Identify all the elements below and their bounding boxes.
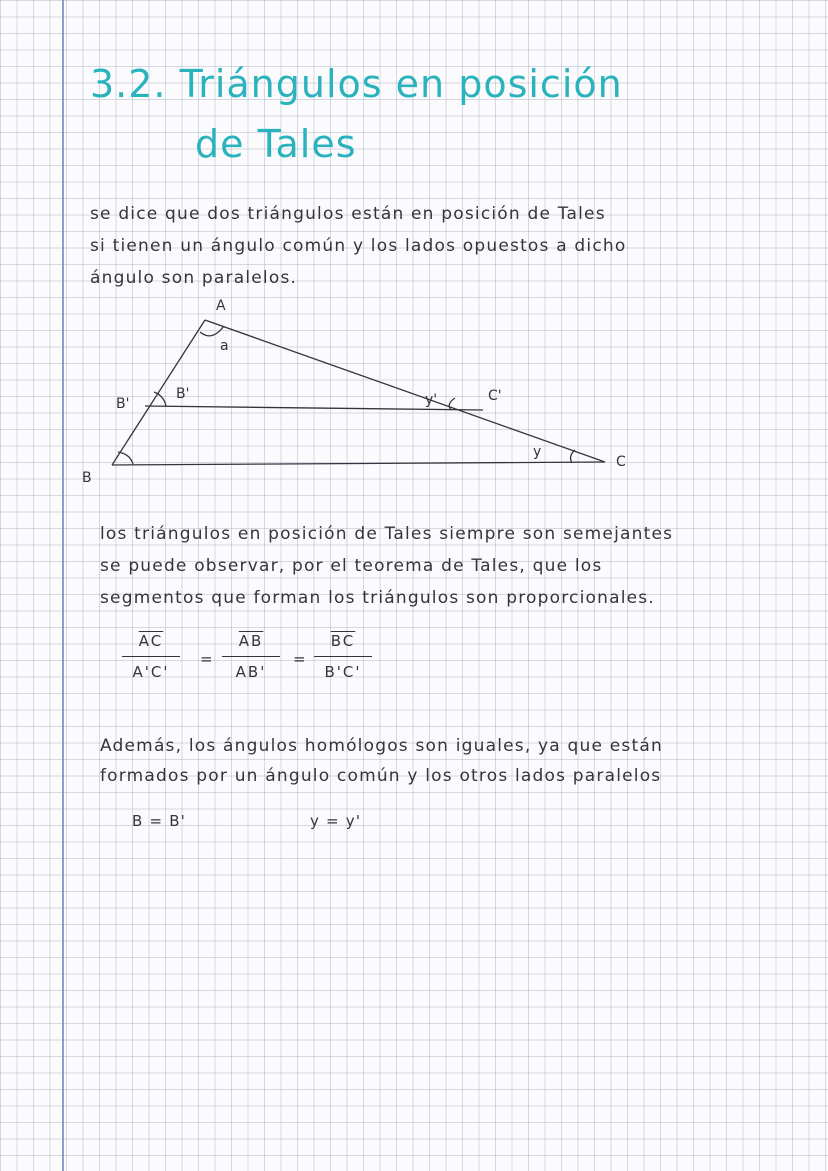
angle-arc-a xyxy=(200,326,224,336)
fraction-bar xyxy=(222,656,280,657)
page-title: 3.2. Triángulos en posición xyxy=(90,62,623,106)
fraction-bar xyxy=(314,656,372,657)
angle-arc-b xyxy=(118,452,133,464)
angle-label-a: a xyxy=(220,338,229,354)
angle-label-y-prime: y' xyxy=(425,392,438,408)
vertex-label-b-prime: B' xyxy=(116,396,130,412)
fraction-denominator: AB' xyxy=(235,663,267,681)
equality-b: B = B' xyxy=(132,812,187,830)
body-line-2: se puede observar, por el teorema de Tales, que los xyxy=(100,556,603,576)
angle-label-b-prime: B' xyxy=(176,386,190,402)
fraction-denominator: A'C' xyxy=(132,663,170,681)
conclusion-line-2: formados por un ángulo común y los otros lados paralelos xyxy=(100,766,662,786)
fraction-numerator: $\overline{BC}$ xyxy=(330,632,356,650)
equals-sign-2: = xyxy=(293,650,306,668)
conclusion-line-1: Además, los ángulos homólogos son iguales, ya que están xyxy=(100,736,663,756)
vertex-label-a: A xyxy=(216,298,226,314)
angle-label-y: y xyxy=(533,444,542,460)
body-line-1: los triángulos en posición de Tales siempre son semejantes xyxy=(100,524,674,544)
side-ab xyxy=(112,320,205,465)
intro-line-2: si tienen un ángulo común y los lados opuestos a dicho xyxy=(90,236,627,256)
page-title-line2: de Tales xyxy=(195,122,357,166)
body-line-3: segmentos que forman los triángulos son proporcionales. xyxy=(100,588,655,608)
vertex-label-c: C xyxy=(616,454,626,470)
intro-line-1: se dice que dos triángulos están en posición de Tales xyxy=(90,204,606,224)
vertex-label-b: B xyxy=(82,470,92,486)
vertex-label-c-prime: C' xyxy=(488,388,502,404)
angle-arc-b-prime xyxy=(154,392,166,406)
fraction-numerator: $\overline{AC}$ xyxy=(138,632,164,650)
side-ac xyxy=(205,320,605,462)
side-bc xyxy=(112,462,605,465)
fraction-ac xyxy=(122,632,180,681)
fraction-ab xyxy=(222,632,280,681)
equality-y: y = y' xyxy=(310,812,362,830)
intro-line-3: ángulo son paralelos. xyxy=(90,268,298,288)
equals-sign-1: = xyxy=(200,650,213,668)
fraction-numerator: $\overline{AB}$ xyxy=(238,632,264,650)
fraction-bar xyxy=(122,656,180,657)
fraction-denominator: B'C' xyxy=(324,663,362,681)
angle-arc-y xyxy=(571,450,575,463)
fraction-bc xyxy=(314,632,372,681)
